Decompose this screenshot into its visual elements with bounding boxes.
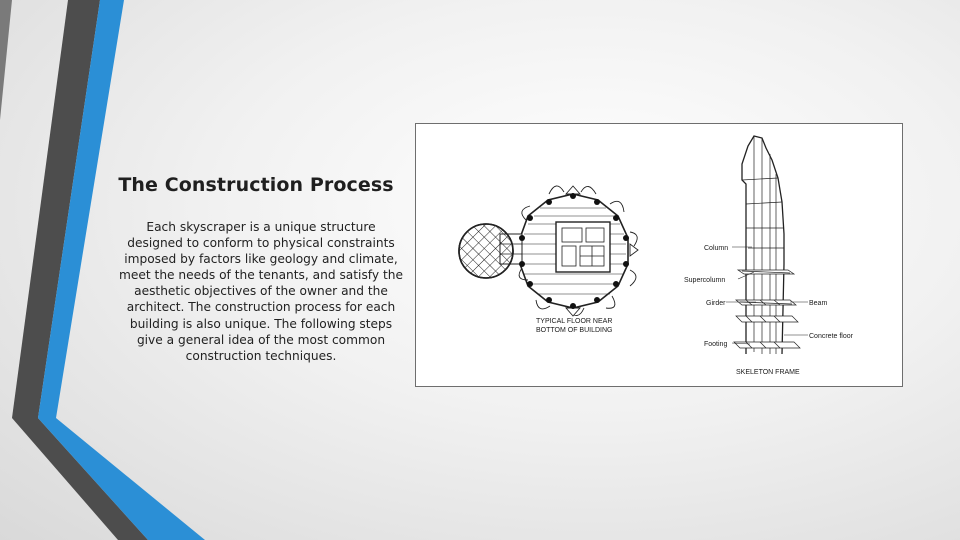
skyscraper-figure	[415, 123, 903, 387]
slide-title: The Construction Process	[118, 174, 394, 196]
floor-plan	[459, 186, 638, 334]
leader-lines	[726, 247, 808, 344]
label-beam: Beam	[809, 300, 828, 307]
label-footing: Footing	[704, 341, 728, 348]
building-core	[556, 222, 610, 272]
skeleton-frame	[684, 136, 854, 376]
label-girder: Girder	[706, 300, 726, 307]
floor-caption-line2: BOTTOM OF BUILDING	[536, 327, 613, 334]
label-column: Column	[704, 245, 729, 252]
floor-caption-line1: TYPICAL FLOOR NEAR	[536, 318, 613, 325]
stripe-light-gray	[0, 0, 12, 120]
label-concrete-floor: Concrete floor	[809, 333, 853, 340]
slide-body-text: Each skyscraper is a unique structure designed to conform to physical constraints imposed by factors like geology and climate, meet the needs of the tenants, and satisfy the aesthetic objectives of the owner and the architect. The construction process for each building is also unique. The following steps give a general idea of the most common construction techniques.	[119, 220, 403, 363]
skyscraper-diagram	[416, 124, 902, 386]
label-skeleton-frame: SKELETON FRAME	[736, 369, 800, 376]
label-supercolumn: Supercolumn	[684, 277, 726, 284]
floor-plates	[734, 270, 800, 348]
